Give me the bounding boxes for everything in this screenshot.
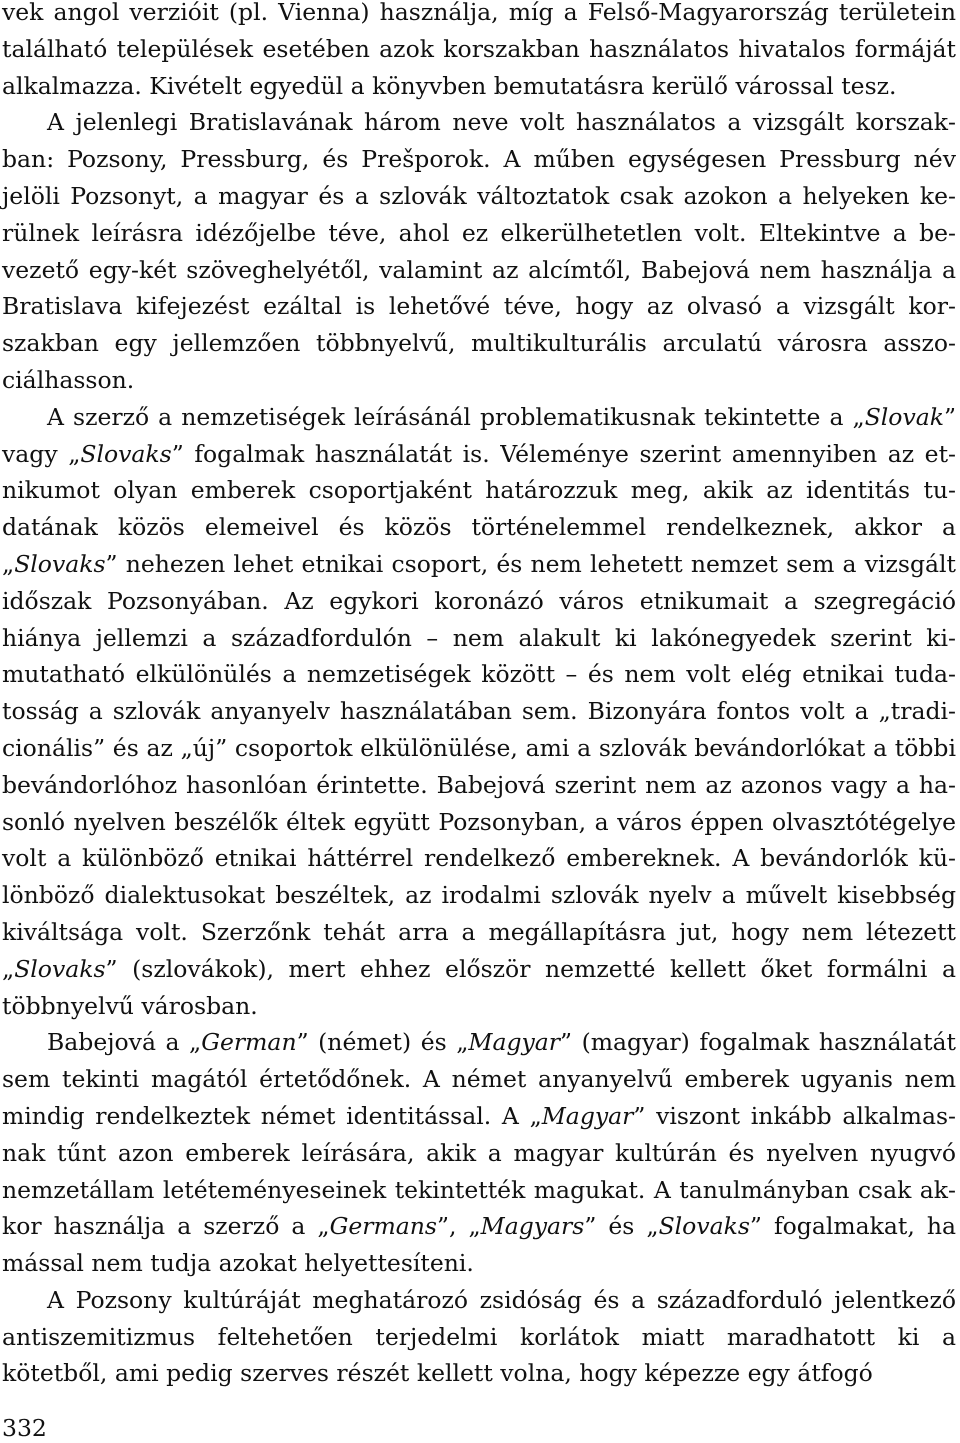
text-run: ” (német) és „	[296, 1028, 469, 1057]
text-run: ” fogalmakat, ha mással nem tudja azokat helyettesíteni.	[2, 1212, 956, 1278]
text-run: ” (magyar) fogalmak használatát sem tekinti magától értetődőnek. A német anyanyelvű emberek ugyanis nem mindig rendelkeztek német identitással. A „	[2, 1028, 956, 1130]
italic-term: German	[201, 1028, 297, 1057]
italic-term: Slovaks	[14, 549, 106, 578]
text-run: ”, „	[436, 1212, 481, 1241]
italic-term: Germans	[329, 1212, 437, 1241]
text-run: A jelenlegi Bratislavának három neve volt használatos a vizsgált korszakban: Pozsony, Pressburg, és Prešporok. A műben egységesen Pressburg név jelöli Pozsonyt, a magyar és a szlovák változtatok csak azokon a helyeken kerülnek leírásra idézőjelbe téve, ahol ez elkerülhetetlen volt. Eltekintve a bevezető egy-két szöveghelyétől, valamint az alcímtől, Babejová nem használja a Bratislava kifejezést ezáltal is lehetővé téve, hogy az olvasó a vizsgált korszakban egy jellemzően többnyelvű, multikulturális arculatú városra asszociálhasson.	[2, 108, 956, 394]
text-run: A szerző a nemzetiségek leírásánál problematikusnak tekintette a „	[47, 402, 865, 431]
text-run: vek angol verzióit (pl. Vienna) használja, míg a Felső-Magyarország területein található települések esetében azok korszakban használatos hivatalos formáját alkalmazza. Kivételt egyedül a könyvben bemutatásra kerülő várossal tesz.	[2, 0, 956, 100]
paragraph-1	[2, 0, 956, 104]
italic-term: Slovaks	[658, 1212, 750, 1241]
text-run: ” vagy „	[2, 402, 956, 468]
page-body	[2, 0, 956, 1392]
paragraph-3	[2, 399, 956, 1025]
italic-term: Magyars	[480, 1212, 585, 1241]
italic-term: Slovak	[864, 402, 944, 431]
text-run: ” viszont inkább alkalmasnak tűnt azon emberek leírására, akik a magyar kultúrán és nyelven nyugvó nemzetállam letéteményeseinek tekintették magukat. A tanulmányban csak akkor használja a szerző a „	[2, 1101, 956, 1241]
paragraph-5	[2, 1282, 956, 1392]
italic-term: Magyar	[541, 1101, 634, 1130]
italic-term: Slovaks	[14, 954, 106, 983]
text-run: Babejová a „	[47, 1028, 202, 1057]
text-run: A Pozsony kultúráját meghatározó zsidóság és a századforduló jelentkező antiszemitizmus feltehetően terjedelmi korlátok miatt maradhatott ki a kötetből, ami pedig szerves részét kellett volna, hogy képezze egy átfogó	[2, 1285, 956, 1388]
italic-term: Magyar	[468, 1028, 561, 1057]
text-run: ” nehezen lehet etnikai csoport, és nem lehetett nemzet sem a vizsgált időszak Pozsonyában. Az egykori koronázó város etnikumait a szegregáció hiánya jellemzi a századfordulón – nem alakult ki lakónegyedek szerint kimutatható elkülönülés a nemzetiségek között – és nem volt elég etnikai tudatosság a szlovák anyanyelv használatában sem. Bizonyára fontos volt a „tradicionális” és az „új” csoportok elkülönülése, ami a szlovák bevándorlókat a többi bevándorlóhoz hasonlóan érintette. Babejová szerint nem az azonos vagy a hasonló nyelven beszélők éltek együtt Pozsonyban, a város éppen olvasztótégelye volt a különböző etnikai háttérrel rendelkező embereknek. A bevándorlók különböző dialektusokat beszéltek, az irodalmi szlovák nyelv a művelt kisebbség kiváltsága volt. Szerzőnk tehát arra a megállapításra jut, hogy nem létezett „	[2, 549, 956, 983]
text-run: ” és „	[584, 1212, 659, 1241]
text-run: ” fogalmak használatát is. Véleménye szerint amennyiben az etnikumot olyan emberek csoportjaként határozzuk meg, akik az identitás tudatának közös elemeivel és közös történelemmel rendelkeznek, akkor a „	[2, 439, 956, 578]
paragraph-4	[2, 1024, 956, 1282]
paragraph-2	[2, 104, 956, 398]
page-number: 332	[2, 1414, 47, 1442]
italic-term: Slovaks	[80, 439, 172, 468]
text-run: ” (szlovákok), mert ehhez először nemzetté kellett őket formálni a többnyelvű városban.	[2, 954, 956, 1020]
